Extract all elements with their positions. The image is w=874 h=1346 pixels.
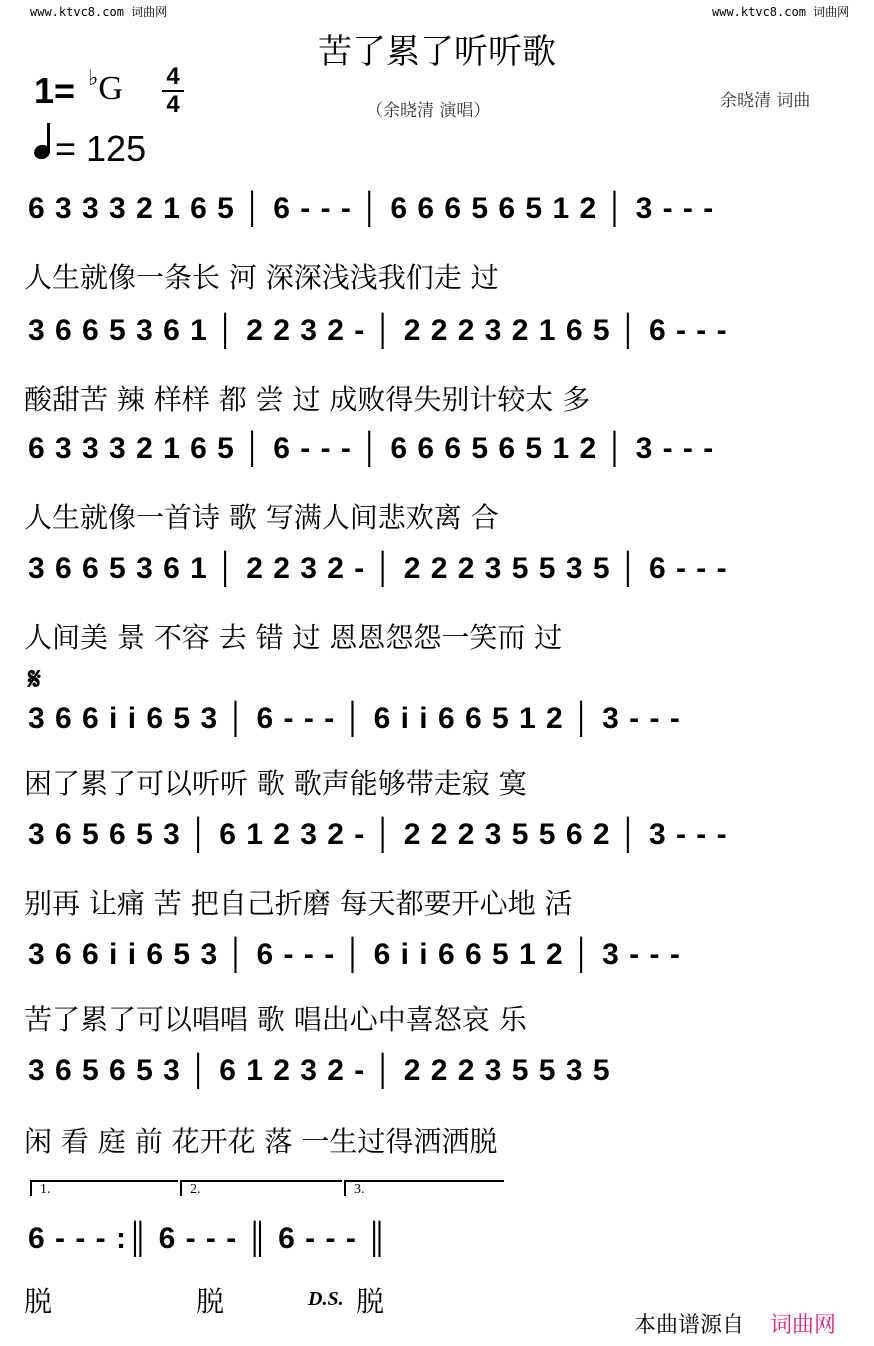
volta-bracket-3: [344, 1180, 504, 1196]
volta-bracket-1: [30, 1180, 178, 1196]
time-signature: [162, 64, 184, 118]
lyric-line-7: 苦了累了可以唱唱 歌 唱出心中喜怒哀 乐: [24, 1003, 527, 1036]
volta-label-3: 3.: [354, 1182, 365, 1197]
source-site-link[interactable]: 词曲网: [770, 1313, 837, 1338]
time-signature-top: 4: [166, 63, 180, 90]
lyricist-composer-credit: 余晓清 词曲: [720, 91, 811, 111]
music-line-1: 6 3 3 3 2 1 6 5 │ 6 - - - │ 6 6 6 5 6 5 1 2 │ 3 - - -: [28, 192, 715, 225]
tempo-value: = 125: [55, 128, 147, 169]
source-label: 本曲谱源自: [634, 1313, 745, 1338]
flat-sign: ♭: [88, 65, 99, 90]
key-signature-note: [88, 65, 123, 108]
lyric-ending-2: 脱: [196, 1285, 225, 1318]
music-line-2: 3 6 6 5 3 6 1 │ 2 2 3 2 - │ 2 2 2 3 2 1 6 5 │ 6 - - -: [28, 314, 728, 347]
music-line-4: 3 6 6 5 3 6 1 │ 2 2 3 2 - │ 2 2 2 3 5 5 3 5 │ 6 - - -: [28, 552, 728, 585]
volta-label-1: 1.: [40, 1182, 51, 1197]
segno-sign: 𝄋: [28, 662, 41, 697]
singer-credit: （余晓清 演唱）: [366, 101, 491, 121]
song-title: 苦了累了听听歌: [318, 32, 556, 72]
key-signature-number: [34, 70, 75, 112]
music-line-5: 3 6 6 i i 6 5 3 │ 6 - - - │ 6 i i 6 6 5 1 2 │ 3 - - -: [28, 702, 681, 735]
lyric-line-5: 困了累了可以听听 歌 歌声能够带走寂 寞: [24, 767, 527, 800]
note-stem: [47, 123, 50, 153]
music-line-3: 6 3 3 3 2 1 6 5 │ 6 - - - │ 6 6 6 5 6 5 1 2 │ 3 - - -: [28, 432, 715, 465]
volta-label-2: 2.: [190, 1182, 201, 1197]
key-number: 1: [34, 70, 55, 111]
lyric-line-4: 人间美 景 不容 去 错 过 恩恩怨怨一笑而 过: [24, 621, 563, 654]
lyric-ending-3: 脱: [356, 1285, 385, 1318]
lyric-line-6: 别再 让痛 苦 把自己折磨 每天都要开心地 活: [24, 887, 573, 920]
lyric-line-2: 酸甜苦 辣 样样 都 尝 过 成败得失别计较太 多: [24, 383, 591, 416]
dal-segno-marking: D.S.: [308, 1288, 344, 1310]
music-line-8: 3 6 5 6 5 3 │ 6 1 2 3 2 - │ 2 2 2 3 5 5 3 5: [28, 1054, 611, 1087]
lyric-line-1: 人生就像一条长 河 深深浅浅我们走 过: [24, 261, 499, 294]
key-equals: =: [54, 70, 76, 111]
time-signature-bottom: 4: [166, 91, 180, 118]
watermark-left: www.ktvc8.com 词曲网: [30, 5, 168, 19]
lyric-line-3: 人生就像一首诗 歌 写满人间悲欢离 合: [24, 501, 499, 534]
watermark-right: www.ktvc8.com 词曲网: [712, 5, 850, 19]
tempo-marking: [34, 128, 146, 170]
volta-bracket-2: [180, 1180, 342, 1196]
lyric-line-8: 闲 看 庭 前 花开花 落 一生过得洒洒脱: [24, 1125, 498, 1158]
key-note: G: [98, 70, 123, 107]
lyric-ending-1: 脱: [24, 1285, 53, 1318]
music-line-7: 3 6 6 i i 6 5 3 │ 6 - - - │ 6 i i 6 6 5 1 2 │ 3 - - -: [28, 938, 681, 971]
music-line-6: 3 6 5 6 5 3 │ 6 1 2 3 2 - │ 2 2 2 3 5 5 6 2 │ 3 - - -: [28, 818, 728, 851]
music-line-endings: 6 - - - :║ 6 - - - ║ 6 - - - ║: [28, 1222, 389, 1255]
